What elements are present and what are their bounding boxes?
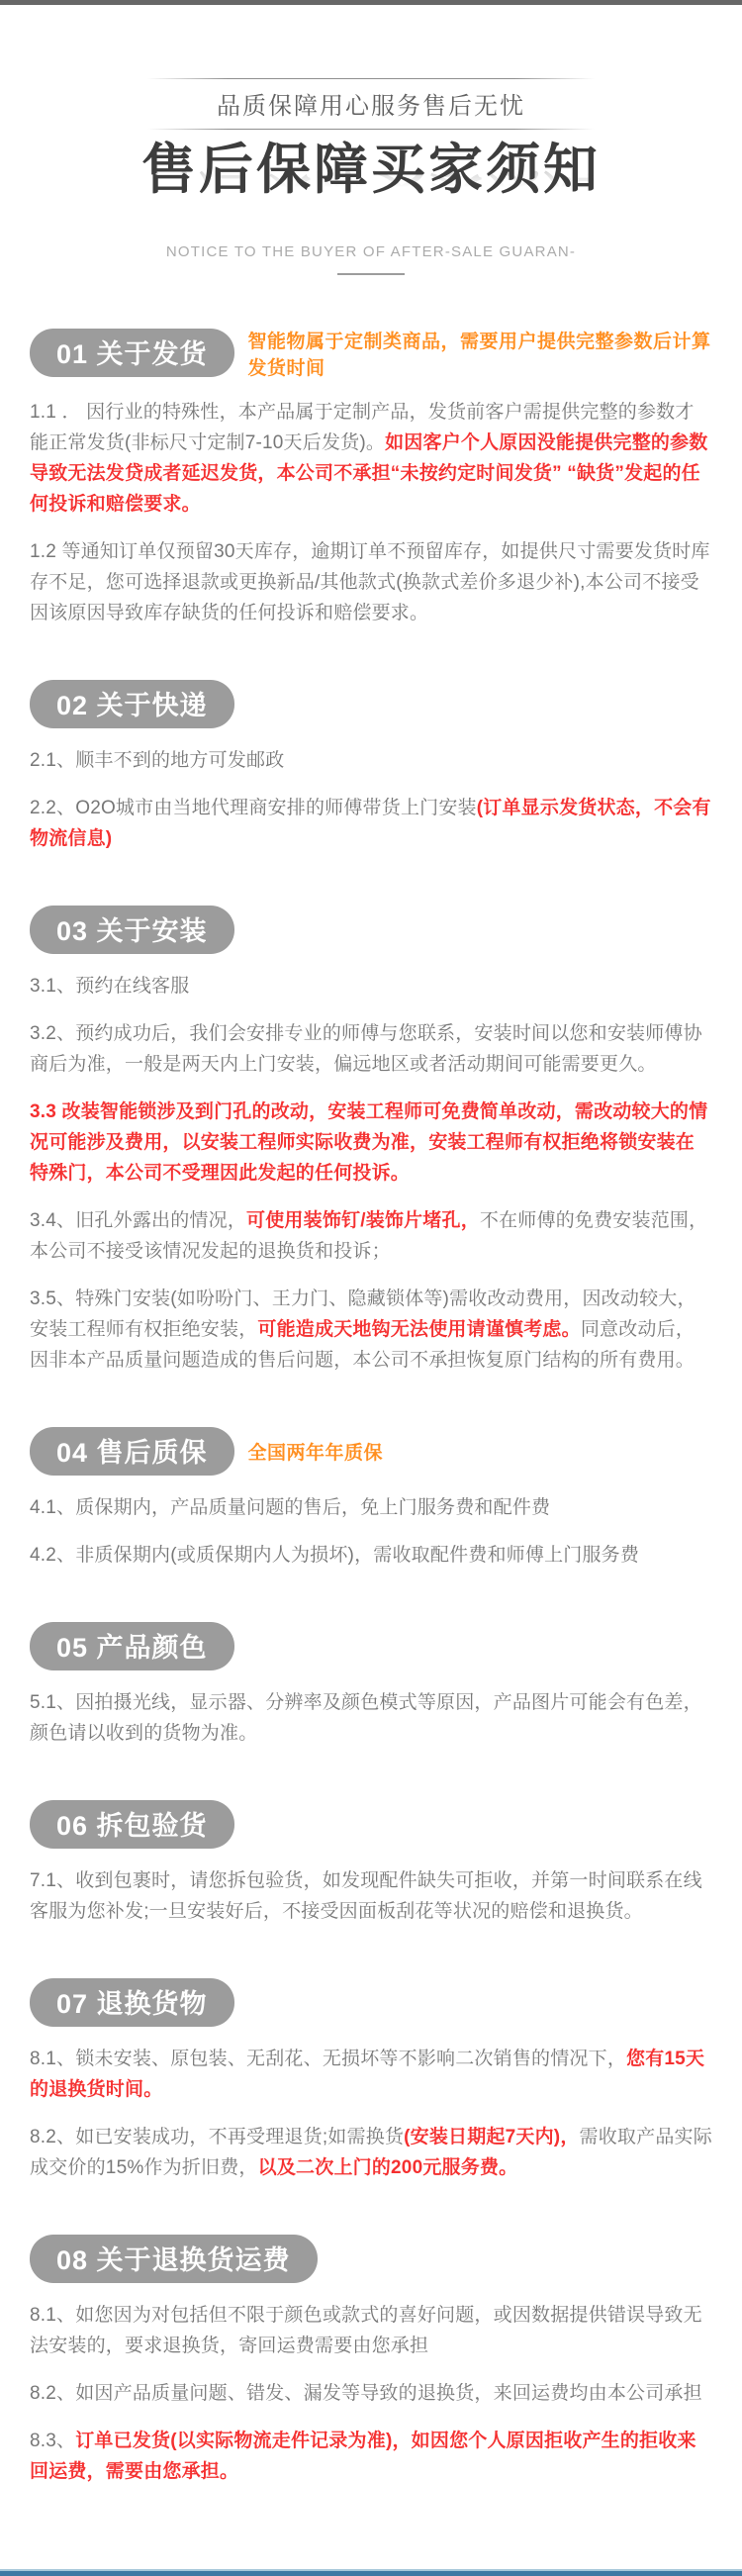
section-badge: 08 关于退换货运费 — [30, 2235, 318, 2283]
text-run: 需收取产品实际成交价的15%作为折旧费， — [30, 2126, 712, 2178]
clause-paragraph — [30, 2044, 712, 2105]
text-run: 同意改动后，因非本产品质量问题造成的售后问题，本公司不承担恢复原门结构的所有费用。 — [30, 1318, 696, 1371]
page-title: 售后保障买家须知 — [140, 139, 601, 200]
section-02 — [30, 680, 712, 854]
clause-paragraph — [30, 971, 712, 1002]
text-run: 1.1 ． 因行业的特殊性，本产品属于定制产品，发货前客户需提供完整的参数才能正常发货(非标尺寸定制7-10天后发货)。 — [30, 401, 695, 453]
section-badge: 05 产品颜色 — [30, 1622, 234, 1670]
text-run: 4.1、质保期内，产品质量问题的售后，免上门服务费和配件费 — [30, 1496, 551, 1518]
section-badge: 02 关于快递 — [30, 680, 234, 728]
section-05 — [30, 1622, 712, 1749]
subtitle-underline — [337, 273, 405, 275]
text-run: 8.3、 — [30, 2430, 76, 2451]
clause-paragraph — [30, 397, 712, 520]
section-08 — [30, 2235, 712, 2487]
text-run: 8.2、如因产品质量问题、错发、漏发等导致的退换货，来回运费均由本公司承担 — [30, 2382, 702, 2404]
section-header — [30, 2235, 712, 2283]
highlighted-text-run: 3.3 改装智能锁涉及到门孔的改动，安装工程师可免费简单改动，需改动较大的情况可能涉及费用，以安装工程师实际收费为准，安装工程师有权拒绝将锁安装在特殊门，本公司不受理因此发起的任何投诉。 — [30, 1100, 708, 1184]
highlighted-text-run: (安装日期起7天内)， — [404, 2126, 580, 2147]
text-run: 不在师傅的免费安装范围，本公司不接受该情况发起的退换货和投诉； — [30, 1209, 708, 1262]
section-header — [30, 327, 712, 380]
text-run: 5.1、因拍摄光线，显示器、分辨率及颜色模式等原因，产品图片可能会有色差，颜色请以收到的货物为准。 — [30, 1691, 702, 1744]
section-badge: 03 关于安装 — [30, 906, 234, 954]
page-subtitle-en: NOTICE TO THE BUYER OF AFTER-SALE GUARAN- — [165, 242, 577, 260]
clause-paragraph — [30, 1492, 712, 1523]
clause-paragraph — [30, 2300, 712, 2361]
section-header — [30, 1800, 712, 1849]
section-badge: 01 关于发货 — [30, 329, 234, 377]
page-header — [0, 5, 742, 275]
section-badge: 06 拆包验货 — [30, 1800, 234, 1849]
text-run: 3.5、特殊门安装(如吩吩门、王力门、隐藏锁体等)需收改动费用，因改动较大，安装工程师有权拒绝安装， — [30, 1288, 696, 1340]
text-run: 3.4、旧孔外露出的情况， — [30, 1209, 247, 1231]
text-run: 2.2、O2O城市由当地代理商安排的师傅带货上门安装 — [30, 797, 477, 818]
text-run: 3.2、预约成功后，我们会安排专业的师傅与您联系，安装时间以您和安装师傅协商后为准，一般是两天内上门安装，偏远地区或者活动期间可能需要更久。 — [30, 1022, 702, 1075]
clause-paragraph — [30, 1865, 712, 1927]
clause-paragraph — [30, 2378, 712, 2409]
section-header — [30, 1427, 712, 1476]
clause-paragraph — [30, 1284, 712, 1376]
tagline-divider-bottom — [147, 129, 595, 130]
section-03 — [30, 906, 712, 1376]
clause-paragraph — [30, 793, 712, 854]
section-badge-note: 全国两年年质保 — [247, 1442, 384, 1464]
section-badge-note: 智能物属于定制类商品，需要用户提供完整参数后计算发货时间 — [247, 331, 711, 379]
clause-paragraph — [30, 1540, 712, 1571]
section-07 — [30, 1978, 712, 2183]
text-run: 2.1、顺丰不到的地方可发邮政 — [30, 749, 285, 771]
section-06 — [30, 1800, 712, 1927]
clause-paragraph — [30, 745, 712, 776]
text-run: 3.1、预约在线客服 — [30, 975, 190, 997]
section-01 — [30, 327, 712, 628]
section-header — [30, 1622, 712, 1670]
section-header — [30, 680, 712, 728]
clause-paragraph — [30, 2426, 712, 2487]
section-badge: 07 退换货物 — [30, 1978, 234, 2027]
text-run: 8.1、锁未安装、原包装、无刮花、无损坏等不影响二次销售的情况下， — [30, 2048, 627, 2069]
section-header — [30, 906, 712, 954]
header-tagline: 品质保障用心服务售后无忧 — [217, 93, 525, 120]
highlighted-text-run: 订单已发货(以实际物流走件记录为准)，如因您个人原因拒收产生的拒收来回运费，需要由您承担。 — [30, 2430, 696, 2482]
text-run: 7.1、收到包裹时，请您拆包验货，如发现配件缺失可拒收，并第一时间联系在线客服为您补发;一旦安装好后，不接受因面板刮花等状况的赔偿和退换货。 — [30, 1869, 702, 1922]
clause-paragraph — [30, 1687, 712, 1749]
clause-paragraph — [30, 536, 712, 628]
sections-list — [0, 327, 742, 2576]
bottom-divider-bar — [0, 2569, 742, 2576]
highlighted-text-run: 如因客户个人原因没能提供完整的参数导致无法发贷成者延迟发货，本公司不承担“未按约定时间发货” “缺货”发起的任何投诉和赔偿要求。 — [30, 431, 708, 515]
section-header — [30, 1978, 712, 2027]
clause-paragraph — [30, 1097, 712, 1189]
text-run: 1.2 等通知订单仅预留30天库存，逾期订单不预留库存，如提供尺寸需要发货时库存不足，您可选择退款或更换新品/其他款式(换款式差价多退少补),本公司不接受因该原因导致库存缺货的任何投诉和赔偿要求。 — [30, 540, 710, 623]
clause-paragraph — [30, 1205, 712, 1267]
highlighted-text-run: 可使用装饰钉/装饰片堵孔， — [246, 1209, 480, 1231]
text-run: 4.2、非质保期内(或质保期内人为损坏)，需收取配件费和师傅上门服务费 — [30, 1544, 640, 1566]
clause-paragraph — [30, 2122, 712, 2183]
text-run: 8.2、如已安装成功，不再受理退货;如需换货 — [30, 2126, 405, 2147]
clause-paragraph — [30, 1018, 712, 1080]
highlighted-text-run: 您有15天的退换货时间。 — [30, 2048, 705, 2100]
section-04 — [30, 1427, 712, 1571]
section-badge: 04 售后质保 — [30, 1427, 234, 1476]
text-run: 8.1、如您因为对包括但不限于颜色或款式的喜好问题，或因数据提供错误导致无法安装的，要求退换货，寄回运费需要由您承担 — [30, 2304, 702, 2356]
highlighted-text-run: 可能造成天地钩无法使用请谨慎考虑。 — [257, 1318, 581, 1340]
highlighted-text-run: (订单显示发货状态，不会有物流信息) — [30, 797, 711, 849]
highlighted-text-run: 以及二次上门的200元服务费。 — [257, 2156, 518, 2178]
